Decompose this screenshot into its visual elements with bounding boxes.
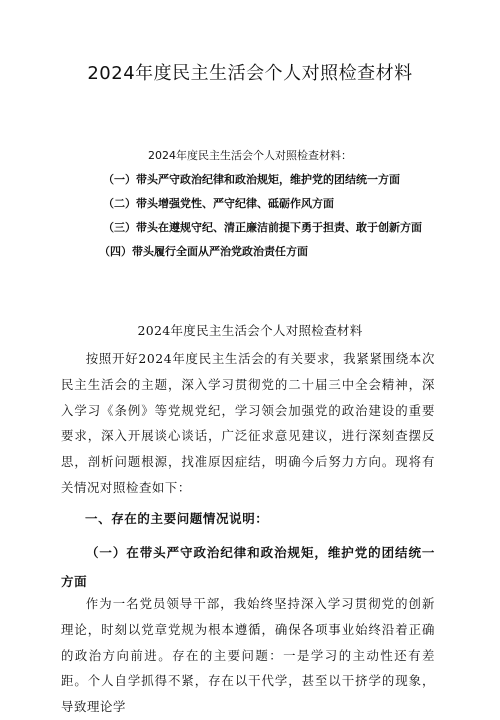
- intro-paragraph: 按照开好2024年度民主生活会的有关要求，我紧紧围绕本次民主生活会的主题，深入学习贯彻党的二十届三中全会精神，深入学习《条例》等党规党纪，学习领会加强党的政治建设的重要要求，深入开展谈心谈话，广泛征求意见建议，进行深刻查摆反思，剖析问题根源，找准原因症结，明确今后努力方向。现将有关情况对照检查如下：: [61, 351, 435, 495]
- section-heading: 一、存在的主要问题情况说明：: [85, 511, 269, 526]
- subsection-heading: （一）在带头严守政治纪律和政治规矩，维护党的团结统一方面: [61, 545, 435, 589]
- body-paragraph: 作为一名党员领导干部，我始终坚持深入学习贯彻党的创新理论，时刻以党章党规为根本遵循，确保各项事业始终沿着正确的政治方向前进。存在的主要问题：一是学习的主动性还有差距。个人自学抓得不紧，存在以干代学，甚至以干挤学的现象，导致理论学: [61, 596, 435, 715]
- toc-item: （二）带头增强党性、严守纪律、砥砺作风方面: [103, 197, 334, 210]
- toc-item: （四）带头履行全面从严治党政治责任方面: [99, 245, 308, 258]
- toc-heading: 2024年度民主生活会个人对照检查材料：: [148, 149, 352, 162]
- body-title: 2024年度民主生活会个人对照检查材料: [137, 323, 363, 338]
- toc-item: （一）带头严守政治纪律和政治规矩，维护党的团结统一方面: [103, 173, 400, 186]
- document-title: 2024年度民主生活会个人对照检查材料: [87, 63, 413, 84]
- toc-item: （三）带头在遵规守纪、清正廉洁前提下勇于担责、敢于创新方面: [103, 221, 422, 234]
